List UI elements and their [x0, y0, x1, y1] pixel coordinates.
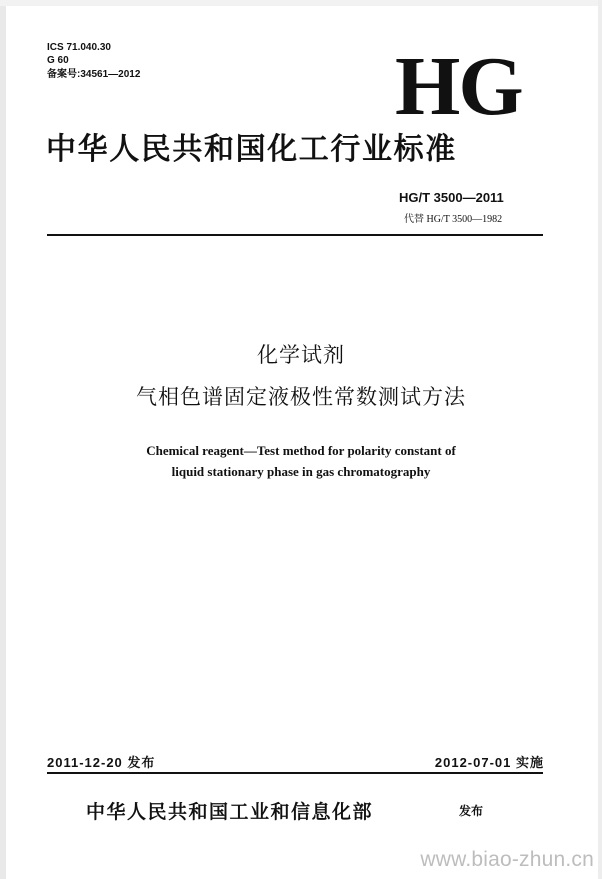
standard-category-title: 中华人民共和国化工行业标准 [46, 132, 457, 167]
record-number: 备案号:34561—2012 [47, 69, 141, 80]
hg-logo: HG [395, 40, 522, 133]
ics-code: ICS 71.040.30 [47, 42, 111, 53]
page-edge-top [0, 0, 602, 6]
issue-date: 2011-12-20 发布 [47, 755, 156, 770]
standard-code: HG/T 3500—2011 [399, 190, 504, 205]
page-edge-right [598, 0, 602, 879]
watermark: www.biao-zhun.cn [420, 848, 594, 871]
implementation-date: 2012-07-01 实施 [434, 755, 544, 770]
replaces-standard: 代替 HG/T 3500—1982 [404, 214, 503, 225]
chinese-title-line-1: 化学试剂 [257, 343, 345, 367]
footer-divider [47, 772, 543, 774]
issuing-authority: 中华人民共和国工业和信息化部 [86, 801, 374, 823]
publish-label: 发布 [459, 804, 484, 818]
chinese-title-line-2: 气相色谱固定液极性常数测试方法 [136, 385, 466, 409]
ccs-code: G 60 [47, 55, 69, 66]
header-divider [47, 234, 543, 236]
page-edge-left [0, 0, 6, 879]
english-title-line-1: Chemical reagent—Test method for polarity constant of [146, 443, 456, 458]
english-title-line-2: liquid stationary phase in gas chromatography [171, 464, 431, 479]
